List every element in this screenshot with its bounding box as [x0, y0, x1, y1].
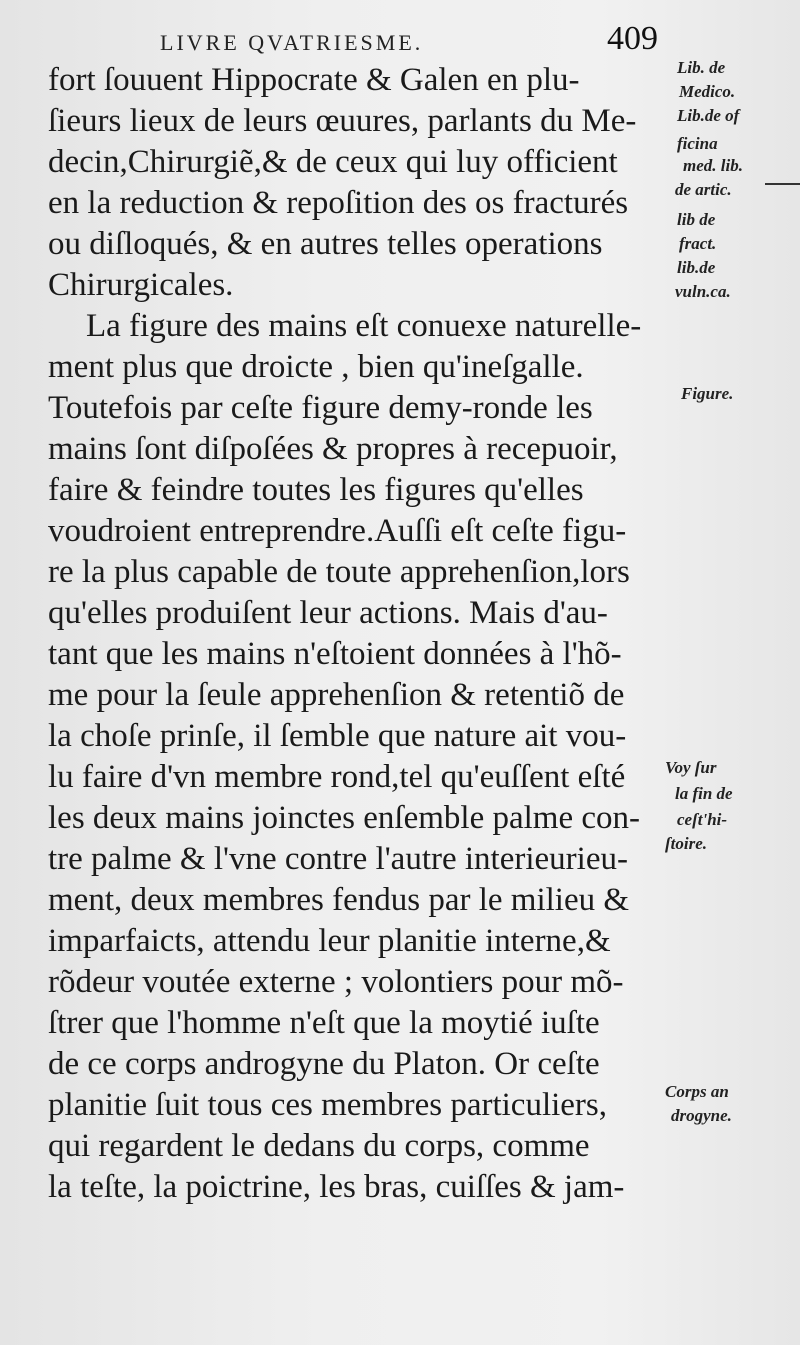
running-title: LIVRE QVATRIESME. — [160, 30, 424, 55]
margin-note: Corps an — [665, 1082, 729, 1101]
margin-note: vuln.ca. — [675, 282, 731, 301]
page-number: 409 — [607, 20, 658, 57]
text-line: les deux mains joinctes enſemble palme con- — [48, 800, 640, 836]
text-line: ſtrer que l'homme n'eſt que la moytié iuſte — [48, 1005, 600, 1041]
text-line: de ce corps androgyne du Platon. Or ceſte — [48, 1046, 600, 1082]
text-line: ment, deux membres fendus par le milieu & — [48, 882, 630, 918]
margin-note: ficina — [677, 134, 718, 153]
margin-note: lib de — [677, 210, 716, 229]
text-line: en la reduction & repoſition des os fracturés — [48, 185, 629, 221]
margin-note: Figure. — [681, 384, 734, 403]
margin-note: la fin de — [675, 784, 733, 803]
margin-note: Lib.de of — [677, 106, 740, 125]
margin-note: ſtoire. — [665, 834, 708, 853]
margin-note: drogyne. — [671, 1106, 732, 1125]
margin-note: Medico. — [679, 82, 736, 101]
margin-rule — [765, 183, 800, 185]
margin-note: lib.de — [677, 258, 716, 277]
text-line: ſieurs lieux de leurs œuures, parlants du Me- — [48, 103, 637, 139]
margin-note: ceſt'hi- — [677, 810, 728, 829]
text-line: fort ſouuent Hippocrate & Galen en plu- — [48, 62, 580, 98]
text-line: planitie ſuit tous ces membres particuliers, — [48, 1087, 608, 1123]
text-line: re la plus capable de toute apprehenſion,lors — [48, 554, 630, 590]
text-line: rõdeur voutée externe ; volontiers pour mõ- — [48, 964, 624, 1000]
text-line: la teſte, la poictrine, les bras, cuiſſes & jam- — [48, 1169, 625, 1205]
text-line: la choſe prinſe, il ſemble que nature ait vou- — [48, 718, 627, 754]
text-line: imparfaicts, attendu leur planitie interne,& — [48, 923, 611, 959]
text-line: ment plus que droicte , bien qu'ineſgalle. — [48, 349, 584, 385]
text-line: faire & feindre toutes les figures qu'elles — [48, 472, 584, 508]
text-line: lu faire d'vn membre rond,tel qu'euſſent eſté — [48, 759, 626, 795]
text-line: voudroient entreprendre.Auſſi eſt ceſte figu- — [48, 513, 627, 549]
margin-note: med. lib. — [683, 156, 743, 175]
margin-note: Voy ſur — [665, 758, 717, 777]
text-line: tant que les mains n'eſtoient données à l'hõ- — [48, 636, 622, 672]
text-line: qui regardent le dedans du corps, comme — [48, 1128, 590, 1164]
text-line: tre palme & l'vne contre l'autre interieurieu- — [48, 841, 628, 877]
text-line: decin,Chirurgiẽ,& de ceux qui luy officient — [48, 144, 618, 180]
text-line: Toutefois par ceſte figure demy-ronde les — [48, 390, 593, 426]
margin-note: fract. — [679, 234, 717, 253]
margin-note: de artic. — [675, 180, 732, 199]
margin-note: Lib. de — [677, 58, 726, 77]
text-line: qu'elles produiſent leur actions. Mais d'au- — [48, 595, 608, 631]
text-line: ou diſloqués, & en autres telles operations — [48, 226, 603, 262]
text-line: La figure des mains eſt conuexe naturelle- — [86, 308, 642, 344]
text-line: me pour la ſeule apprehenſion & retentiõ de — [48, 677, 625, 713]
text-line: mains ſont diſpoſées & propres à recepuoir, — [48, 431, 618, 467]
text-line: Chirurgicales. — [48, 267, 234, 303]
